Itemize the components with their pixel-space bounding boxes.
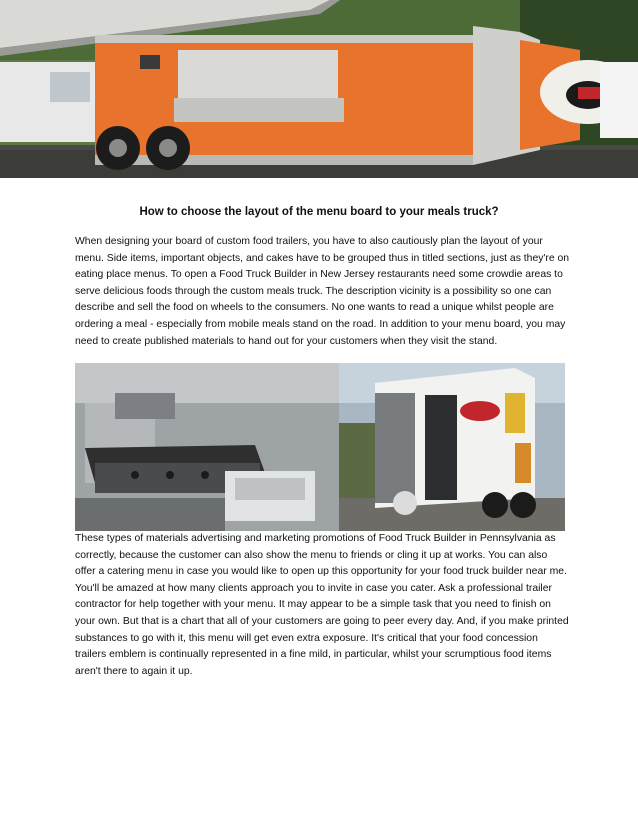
hero-trailer-photo: [0, 0, 638, 178]
food-trailer-photo-icon: [0, 0, 638, 178]
article-paragraph-2: These types of materials advertising and marketing promotions of Food Truck Builder in Pennsylvania as correctly, because the customer can also show the menu to friends or cling it up at works. You can also offer a catering menu in case you would like to open up this opportunity for your food truck builder near me. You'll be amazed at how many clients approach you to invite in case you cater. Ask a professional trailer contractor for help together with your menu. It may appear to be a simple task that you need to finish on your own. But that is a chart that all of your customers are going to peer every day. And, if you make printed substances to go with it, this menu will get even extra exposure. It's critical that your food concession trailers emblem is continually represented in a fine mild, in particular, whilst your scrumptious food items aren't there to again it up.: [75, 533, 569, 677]
article-heading: How to choose the layout of the menu board to your meals truck?: [139, 206, 499, 218]
kitchen-griddle-photo-icon: [75, 363, 339, 531]
photo-row: [75, 363, 565, 531]
white-trailer-photo-icon: [339, 363, 565, 531]
article-paragraph-1: When designing your board of custom food trailers, you have to also cautiously plan the layout of your menu. Side items, important objects, and cakes have to be grouped thus in titled sections, just as they're on eating place menus. To open a Food Truck Builder in New Jersey restaurants need some crowdie areas to serve delicious foods through the custom meals truck. The description vicinity is a possibility so one can describe and sell the food on wheels to the consumers. No one wants to read a unique whilst people are ordering a meal - especially from mobile meals stand on the road. In addition to your menu board, you may need to create published materials to hand out for your customers when they visit the stand.: [75, 236, 570, 347]
